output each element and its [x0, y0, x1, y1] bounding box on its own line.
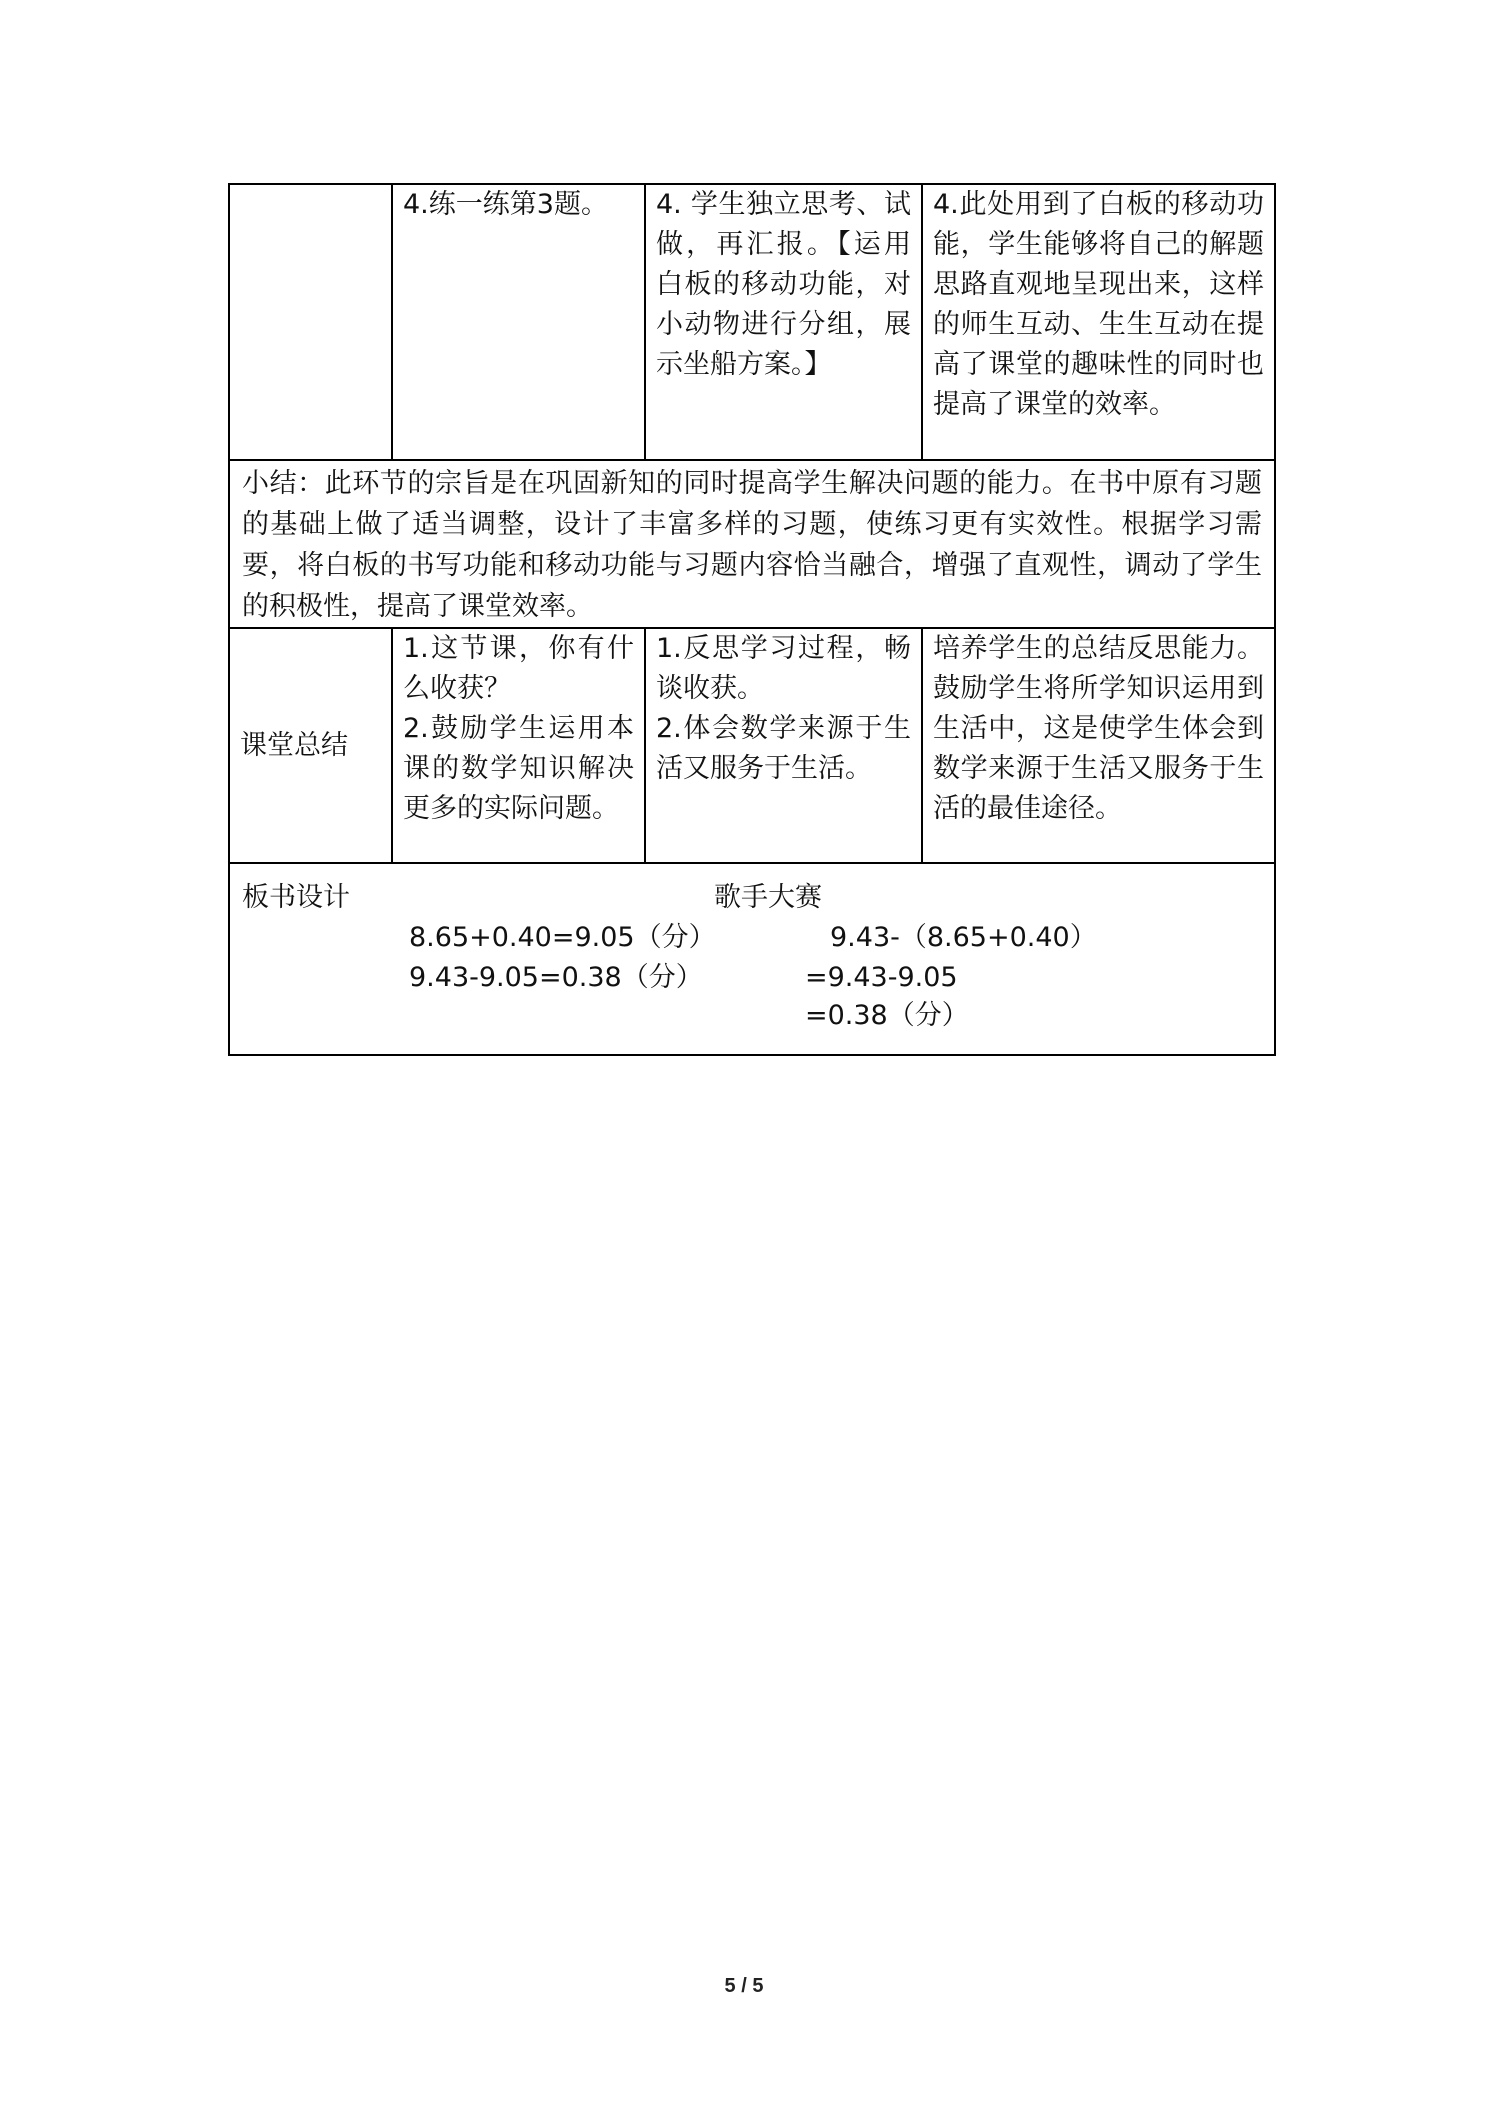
design-intent-cell: 培养学生的总结反思能力。鼓励学生将所学知识运用到生活中，这是使学生体会到数学来源于生活又服务于生活的最佳途径。 — [922, 628, 1275, 863]
table-row-conclusion — [229, 628, 1275, 863]
board-equation: 9.43-（8.65+0.40） — [830, 922, 1097, 953]
teacher-activity-cell: 4.练一练第3题。 — [392, 184, 645, 460]
design-intent-cell: 4.此处用到了白板的移动功能，学生能够将自己的解题思路直观地呈现出来，这样的师生互动、生生互动在提高了课堂的趣味性的同时也提高了课堂的效率。 — [922, 184, 1275, 460]
board-title: 歌手大赛 — [714, 882, 822, 913]
student-activity-cell — [645, 628, 922, 863]
lesson-plan-table — [228, 183, 1276, 1056]
teacher-activity-item: 2.鼓励学生运用本课的数学知识解决更多的实际问题。 — [403, 713, 634, 824]
student-activity-item: 2.体会数学来源于生活又服务于生活。 — [656, 713, 911, 784]
table-row-summary — [229, 460, 1275, 628]
stage-cell — [229, 184, 392, 460]
table-row-board-design — [229, 863, 1275, 1055]
board-design-label: 板书设计 — [242, 882, 350, 913]
summary-cell: 小结：此环节的宗旨是在巩固新知的同时提高学生解决问题的能力。在书中原有习题的基础上做了适当调整，设计了丰富多样的习题，使练习更有实效性。根据学习需要，将白板的书写功能和移动功能与习题内容恰当融合，增强了直观性，调动了学生的积极性，提高了课堂效率。 — [229, 460, 1275, 628]
teacher-activity-cell — [392, 628, 645, 863]
page-number: 5 / 5 — [724, 1975, 764, 1997]
board-equation: 9.43-9.05=0.38（分） — [409, 962, 703, 993]
teacher-activity-item: 1.这节课，你有什么收获？ — [403, 633, 634, 704]
student-activity-cell: 4. 学生独立思考、试做，再汇报。【运用白板的移动功能，对小动物进行分组，展示坐船方案。】 — [645, 184, 922, 460]
board-equation: =9.43-9.05 — [805, 962, 958, 993]
board-design-cell — [229, 863, 1275, 1055]
board-equation: 8.65+0.40=9.05（分） — [409, 922, 716, 953]
student-activity-item: 1.反思学习过程，畅谈收获。 — [656, 633, 911, 704]
table-row-practice — [229, 184, 1275, 460]
stage-cell-conclusion: 课堂总结 — [229, 628, 392, 863]
board-equation: =0.38（分） — [805, 1000, 969, 1031]
